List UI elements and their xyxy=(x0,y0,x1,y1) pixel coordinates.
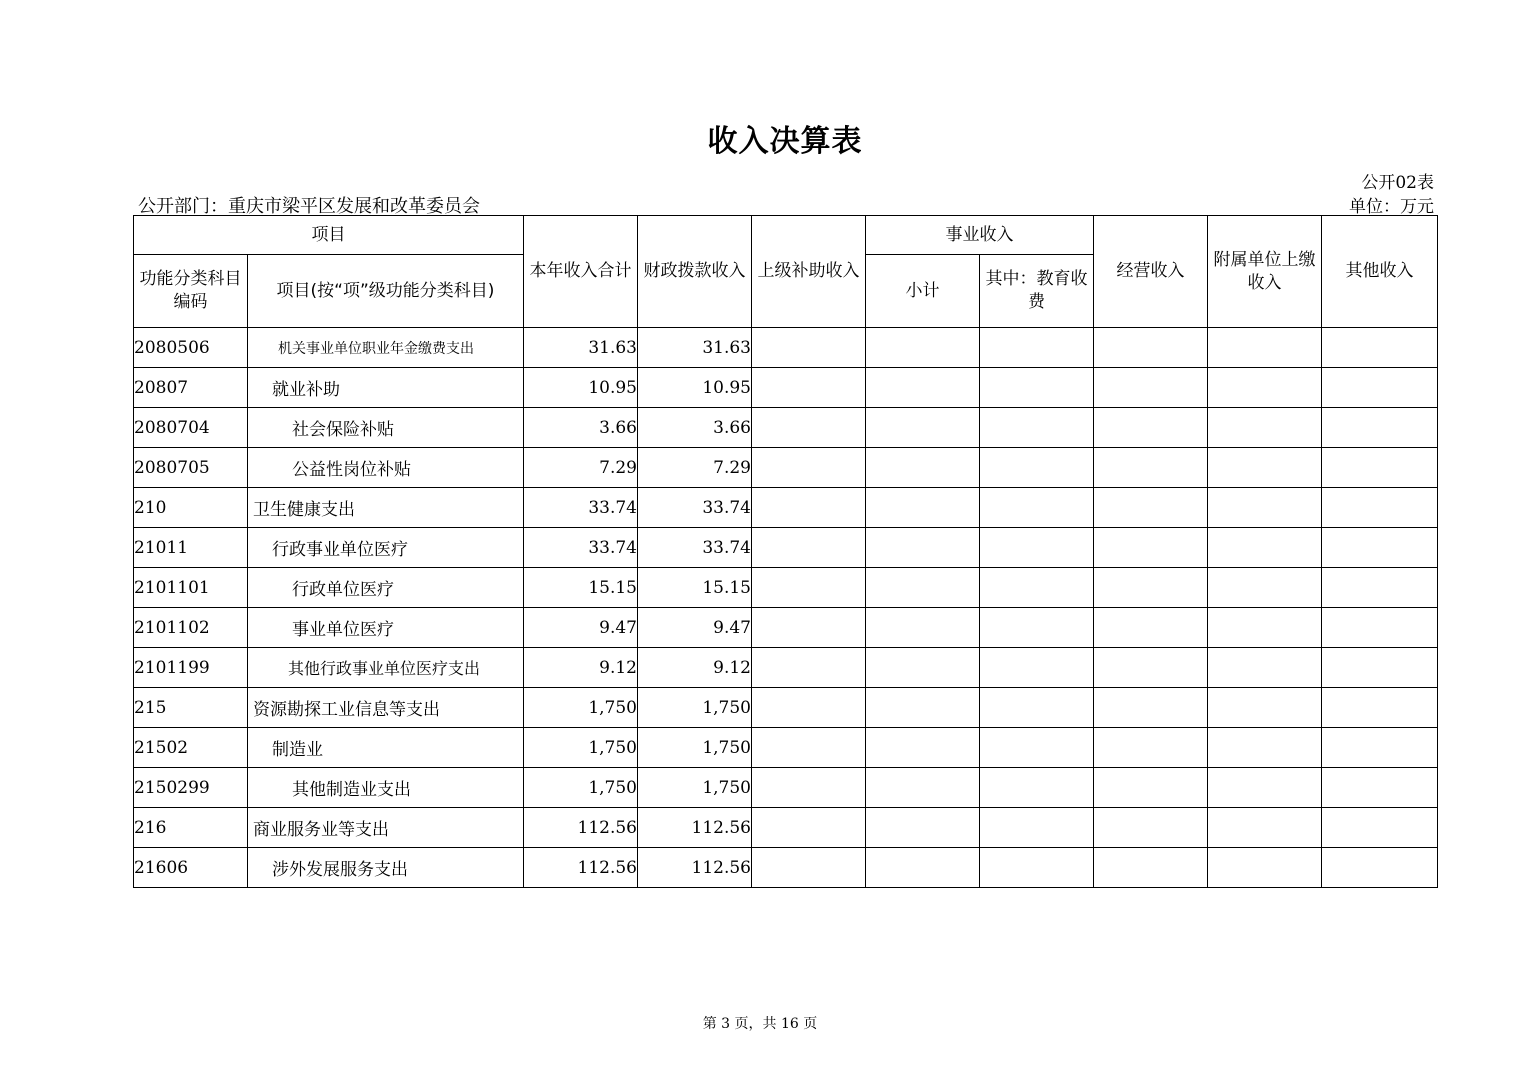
row-business-edu xyxy=(980,448,1094,488)
row-business-subtotal xyxy=(866,528,980,568)
row-code: 2080705 xyxy=(134,448,248,488)
table-row xyxy=(134,808,1438,848)
header-item-group: 项目 xyxy=(134,216,524,255)
row-code: 2080704 xyxy=(134,408,248,448)
row-operating xyxy=(1094,448,1208,488)
row-other xyxy=(1322,448,1438,488)
row-other xyxy=(1322,488,1438,528)
header-business-edu: 其中：教育收费 xyxy=(980,255,1094,328)
row-affiliated xyxy=(1208,808,1322,848)
table-row xyxy=(134,768,1438,808)
row-name: 资源勘探工业信息等支出 xyxy=(248,688,524,728)
row-total: 1,750 xyxy=(524,728,638,768)
row-superior xyxy=(752,448,866,488)
table-row xyxy=(134,448,1438,488)
header-business-subtotal: 小计 xyxy=(866,255,980,328)
row-fiscal: 33.74 xyxy=(638,528,752,568)
row-fiscal: 112.56 xyxy=(638,808,752,848)
row-superior xyxy=(752,328,866,368)
row-operating xyxy=(1094,808,1208,848)
row-name: 就业补助 xyxy=(248,368,524,408)
header-other: 其他收入 xyxy=(1322,216,1438,328)
row-fiscal: 1,750 xyxy=(638,688,752,728)
table-row xyxy=(134,528,1438,568)
row-business-edu xyxy=(980,328,1094,368)
row-business-edu xyxy=(980,528,1094,568)
row-other xyxy=(1322,768,1438,808)
table-row xyxy=(134,688,1438,728)
table-row xyxy=(134,728,1438,768)
row-business-subtotal xyxy=(866,568,980,608)
row-total: 3.66 xyxy=(524,408,638,448)
row-fiscal: 7.29 xyxy=(638,448,752,488)
row-affiliated xyxy=(1208,688,1322,728)
row-fiscal: 112.56 xyxy=(638,848,752,888)
row-business-edu xyxy=(980,408,1094,448)
row-other xyxy=(1322,528,1438,568)
row-operating xyxy=(1094,608,1208,648)
row-fiscal: 1,750 xyxy=(638,768,752,808)
row-affiliated xyxy=(1208,408,1322,448)
page-footer: 第 3 页，共 16 页 xyxy=(702,1016,818,1032)
row-superior xyxy=(752,528,866,568)
row-superior xyxy=(752,648,866,688)
row-business-subtotal xyxy=(866,768,980,808)
row-name: 行政事业单位医疗 xyxy=(248,528,524,568)
header-business-group: 事业收入 xyxy=(866,216,1094,255)
row-affiliated xyxy=(1208,728,1322,768)
row-operating xyxy=(1094,568,1208,608)
row-superior xyxy=(752,408,866,448)
row-name: 其他行政事业单位医疗支出 xyxy=(248,648,524,688)
row-operating xyxy=(1094,368,1208,408)
row-business-subtotal xyxy=(866,488,980,528)
row-business-subtotal xyxy=(866,608,980,648)
row-fiscal: 9.12 xyxy=(638,648,752,688)
row-business-edu xyxy=(980,568,1094,608)
row-code: 2150299 xyxy=(134,768,248,808)
table-row xyxy=(134,408,1438,448)
row-code: 210 xyxy=(134,488,248,528)
row-superior xyxy=(752,728,866,768)
row-operating xyxy=(1094,728,1208,768)
row-superior xyxy=(752,488,866,528)
header-fiscal: 财政拨款收入 xyxy=(638,216,752,328)
table-row xyxy=(134,368,1438,408)
row-business-subtotal xyxy=(866,648,980,688)
row-other xyxy=(1322,568,1438,608)
income-table xyxy=(133,215,1438,888)
row-operating xyxy=(1094,688,1208,728)
row-name: 涉外发展服务支出 xyxy=(248,848,524,888)
row-fiscal: 3.66 xyxy=(638,408,752,448)
row-business-subtotal xyxy=(866,808,980,848)
row-business-subtotal xyxy=(866,728,980,768)
department-label: 公开部门：重庆市梁平区发展和改革委员会 xyxy=(138,196,480,217)
row-total: 112.56 xyxy=(524,808,638,848)
row-code: 21502 xyxy=(134,728,248,768)
row-total: 9.12 xyxy=(524,648,638,688)
row-code: 2101101 xyxy=(134,568,248,608)
table-row xyxy=(134,848,1438,888)
row-fiscal: 15.15 xyxy=(638,568,752,608)
row-other xyxy=(1322,328,1438,368)
row-other xyxy=(1322,648,1438,688)
row-operating xyxy=(1094,848,1208,888)
row-name: 制造业 xyxy=(248,728,524,768)
row-operating xyxy=(1094,648,1208,688)
row-name: 事业单位医疗 xyxy=(248,608,524,648)
row-code: 21606 xyxy=(134,848,248,888)
table-row xyxy=(134,568,1438,608)
row-business-edu xyxy=(980,608,1094,648)
row-affiliated xyxy=(1208,328,1322,368)
row-superior xyxy=(752,608,866,648)
row-total: 7.29 xyxy=(524,448,638,488)
row-business-subtotal xyxy=(866,368,980,408)
row-affiliated xyxy=(1208,848,1322,888)
row-business-edu xyxy=(980,648,1094,688)
table-row xyxy=(134,608,1438,648)
header-total: 本年收入合计 xyxy=(524,216,638,328)
header-affiliated: 附属单位上缴收入 xyxy=(1208,216,1322,328)
row-code: 2101199 xyxy=(134,648,248,688)
row-name: 机关事业单位职业年金缴费支出 xyxy=(248,328,524,368)
row-operating xyxy=(1094,328,1208,368)
row-business-subtotal xyxy=(866,688,980,728)
row-total: 33.74 xyxy=(524,528,638,568)
row-code: 20807 xyxy=(134,368,248,408)
row-total: 15.15 xyxy=(524,568,638,608)
row-code: 215 xyxy=(134,688,248,728)
row-operating xyxy=(1094,488,1208,528)
row-total: 1,750 xyxy=(524,688,638,728)
row-code: 2080506 xyxy=(134,328,248,368)
row-name: 商业服务业等支出 xyxy=(248,808,524,848)
row-affiliated xyxy=(1208,648,1322,688)
table-row xyxy=(134,488,1438,528)
row-business-edu xyxy=(980,688,1094,728)
row-affiliated xyxy=(1208,528,1322,568)
row-name: 卫生健康支出 xyxy=(248,488,524,528)
row-business-subtotal xyxy=(866,848,980,888)
row-total: 31.63 xyxy=(524,328,638,368)
row-fiscal: 1,750 xyxy=(638,728,752,768)
row-total: 1,750 xyxy=(524,768,638,808)
row-fiscal: 31.63 xyxy=(638,328,752,368)
row-other xyxy=(1322,808,1438,848)
row-operating xyxy=(1094,408,1208,448)
row-name: 公益性岗位补贴 xyxy=(248,448,524,488)
unit-label: 单位：万元 xyxy=(1349,197,1434,217)
row-other xyxy=(1322,608,1438,648)
row-other xyxy=(1322,848,1438,888)
row-superior xyxy=(752,568,866,608)
row-business-subtotal xyxy=(866,448,980,488)
row-superior xyxy=(752,848,866,888)
header-superior: 上级补助收入 xyxy=(752,216,866,328)
row-business-edu xyxy=(980,368,1094,408)
row-name: 其他制造业支出 xyxy=(248,768,524,808)
row-affiliated xyxy=(1208,608,1322,648)
row-total: 9.47 xyxy=(524,608,638,648)
row-code: 216 xyxy=(134,808,248,848)
row-name: 社会保险补贴 xyxy=(248,408,524,448)
header-name: 项目(按“项”级功能分类科目) xyxy=(248,255,524,328)
row-total: 33.74 xyxy=(524,488,638,528)
row-other xyxy=(1322,368,1438,408)
header-operating: 经营收入 xyxy=(1094,216,1208,328)
row-superior xyxy=(752,688,866,728)
row-affiliated xyxy=(1208,448,1322,488)
table-row xyxy=(134,648,1438,688)
row-fiscal: 9.47 xyxy=(638,608,752,648)
row-code: 21011 xyxy=(134,528,248,568)
row-affiliated xyxy=(1208,488,1322,528)
row-affiliated xyxy=(1208,768,1322,808)
row-operating xyxy=(1094,528,1208,568)
form-number: 公开02表 xyxy=(1361,173,1434,193)
header-code: 功能分类科目编码 xyxy=(134,255,248,328)
row-superior xyxy=(752,768,866,808)
row-total: 112.56 xyxy=(524,848,638,888)
row-business-edu xyxy=(980,768,1094,808)
row-superior xyxy=(752,808,866,848)
page-title: 收入决算表 xyxy=(707,124,863,159)
row-code: 2101102 xyxy=(134,608,248,648)
row-business-edu xyxy=(980,848,1094,888)
row-fiscal: 33.74 xyxy=(638,488,752,528)
row-business-edu xyxy=(980,488,1094,528)
row-business-edu xyxy=(980,808,1094,848)
row-business-edu xyxy=(980,728,1094,768)
row-other xyxy=(1322,728,1438,768)
row-other xyxy=(1322,688,1438,728)
row-business-subtotal xyxy=(866,328,980,368)
row-affiliated xyxy=(1208,368,1322,408)
table-row xyxy=(134,328,1438,368)
row-fiscal: 10.95 xyxy=(638,368,752,408)
row-operating xyxy=(1094,768,1208,808)
row-total: 10.95 xyxy=(524,368,638,408)
row-superior xyxy=(752,368,866,408)
row-affiliated xyxy=(1208,568,1322,608)
row-name: 行政单位医疗 xyxy=(248,568,524,608)
row-business-subtotal xyxy=(866,408,980,448)
row-other xyxy=(1322,408,1438,448)
